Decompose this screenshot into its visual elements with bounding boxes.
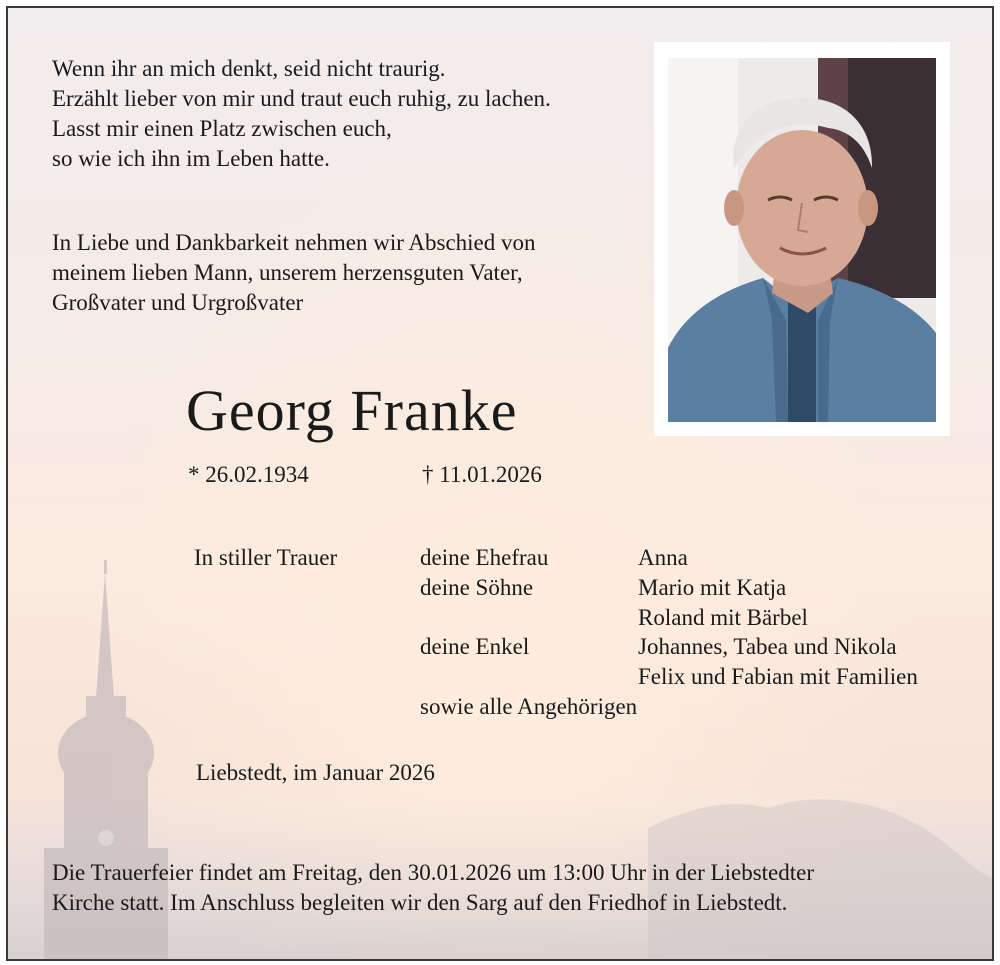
portrait-photo (668, 58, 936, 422)
birth-date: * 26.02.1934 (188, 462, 309, 487)
poem-line: Lasst mir einen Platz zwischen euch, (52, 116, 392, 141)
mourner-name: Mario mit Katja (638, 575, 787, 600)
poem-line: Wenn ihr an mich denkt, seid nicht traurig. (52, 56, 446, 81)
funeral-info-line: Die Trauerfeier findet am Freitag, den 30.01.2026 um 13:00 Uhr in der Liebstedter (52, 860, 815, 885)
poem-line: Erzählt lieber von mir und traut euch ruhig, zu lachen. (52, 86, 551, 111)
deceased-name: Georg Franke (186, 378, 518, 443)
mourner-name: Anna (638, 545, 688, 570)
mourner-relation: deine Enkel (420, 634, 530, 659)
funeral-info-line: Kirche statt. Im Anschluss begleiten wir den Sarg auf den Friedhof in Liebstedt. (52, 890, 788, 915)
mourner-name: Roland mit Bärbel (638, 605, 808, 630)
obituary-notice (6, 6, 994, 961)
mourner-name: Johannes, Tabea und Nikola (638, 634, 897, 659)
mourner-name: Felix und Fabian mit Familien (638, 664, 918, 689)
intro-line: In Liebe und Dankbarkeit nehmen wir Abschied von (52, 230, 536, 255)
poem-line: so wie ich ihn im Leben hatte. (52, 146, 330, 171)
death-date: † 11.01.2026 (422, 462, 542, 487)
mourner-relation: deine Söhne (420, 575, 534, 600)
relatives-line: sowie alle Angehörigen (420, 694, 638, 719)
intro-line: Großvater und Urgroßvater (52, 290, 304, 315)
mourner-relation: deine Ehefrau (420, 545, 549, 570)
mourning-label: In stiller Trauer (194, 545, 338, 570)
place-date: Liebstedt, im Januar 2026 (196, 760, 435, 785)
portrait-frame (654, 42, 950, 436)
intro-line: meinem lieben Mann, unserem herzensguten Vater, (52, 260, 523, 285)
